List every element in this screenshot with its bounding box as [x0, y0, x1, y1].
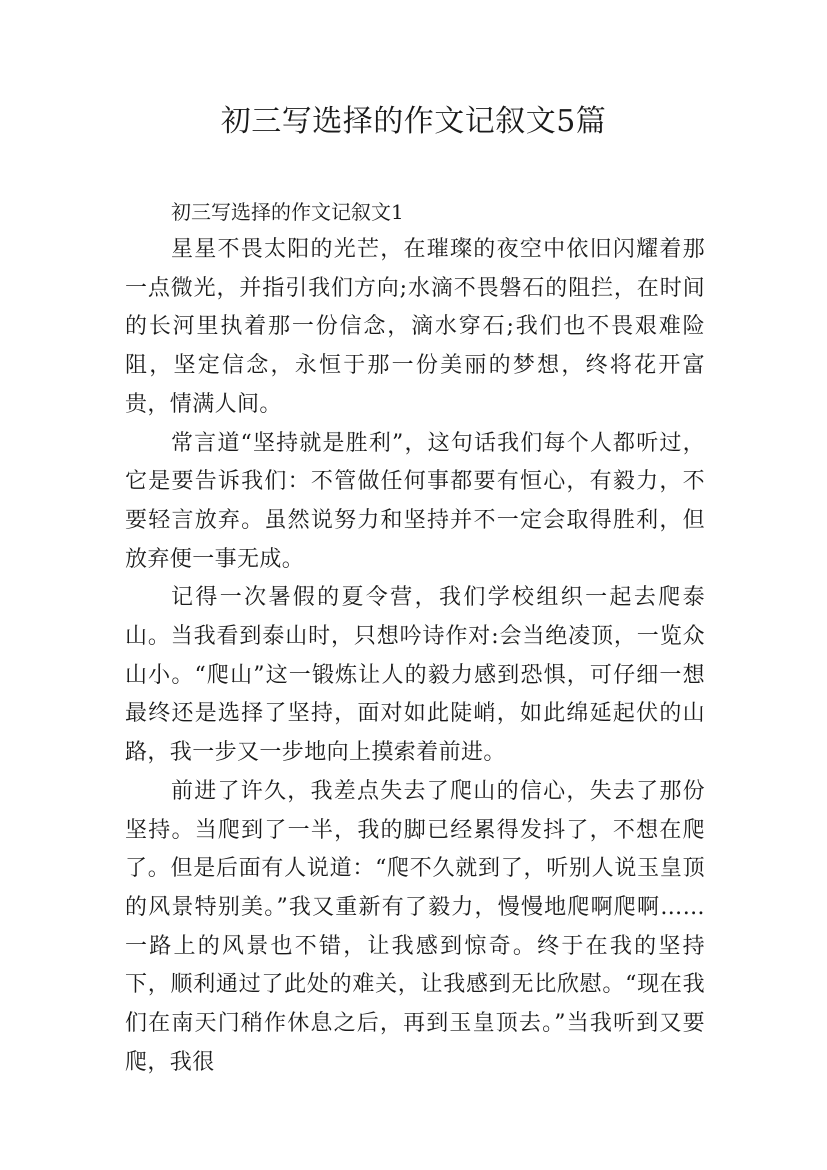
document-title: 初三写选择的作文记叙文5篇: [220, 104, 607, 139]
section-heading: 初三写选择的作文记叙文1: [171, 200, 404, 224]
paragraph-2: 常言道“坚持就是胜利”，这句话我们每个人都听过，它是要告诉我们：不管做任何事都要有恒心，有毅力，不要轻言放弃。虽然说努力和坚持并不一定会取得胜利，但放弃便一事无成。: [125, 430, 705, 572]
paragraph-1: 星星不畏太阳的光芒，在璀璨的夜空中依旧闪耀着那一点微光，并指引我们方向;水滴不畏磐石的阻拦，在时间的长河里执着那一份信念，滴水穿石;我们也不畏艰难险阻，坚定信念，永恒于那一份美丽的梦想，终将花开富贵，情满人间。: [125, 237, 705, 417]
paragraph-3: 记得一次暑假的夏令营，我们学校组织一起去爬泰山。当我看到泰山时，只想吟诗作对:会当绝凌顶，一览众山小。“爬山”这一锻炼让人的毅力感到恐惧，可仔细一想最终还是选择了坚持，面对如此陡峭，如此绵延起伏的山路，我一步又一步地向上摸索着前进。: [125, 585, 705, 766]
document-body: [125, 193, 705, 1082]
paragraph-4: 前进了许久，我差点失去了爬山的信心，失去了那份坚持。当爬到了一半，我的脚已经累得发抖了，不想在爬了。但是后面有人说道：“爬不久就到了，听别人说玉皇顶的风景特别美。”我又重新有了毅力，慢慢地爬啊爬啊……一路上的风景也不错，让我感到惊奇。终于在我的坚持下，顺利通过了此处的难关，让我感到无比欣慰。“现在我们在南天门稍作休息之后，再到玉皇顶去。”当我听到又要爬，我很: [125, 778, 705, 1075]
